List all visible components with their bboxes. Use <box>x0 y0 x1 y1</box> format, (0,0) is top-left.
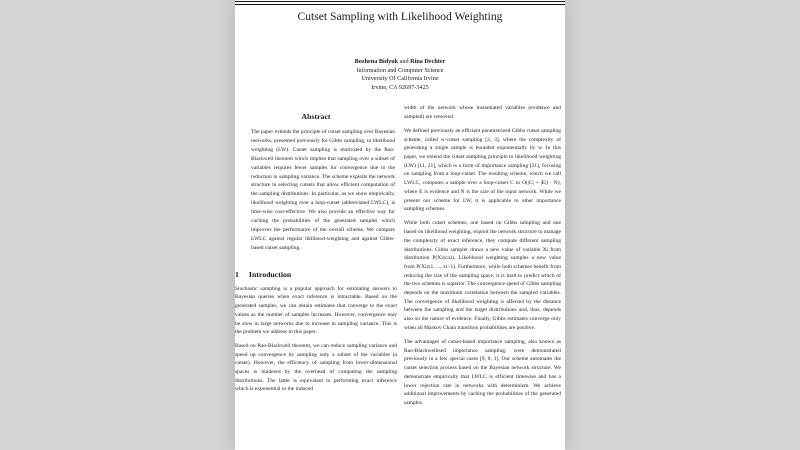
author-conjunction: and <box>399 58 409 65</box>
right-paragraph-2: We defined previously an efficient parametrized Gibbs cutset sampling scheme, called w-cutset sampling [2, 3], where the complexity of generating a single sample is bounded exponentially by w. In this paper, we extend the cutset sampling principle to likelihood weighting (LW) [11, 21], which is a form of importance sampling [21], focusing on sampling from a loop-cutset. The resulting scheme, which we call LWLC, computes a sample over a loop-cutset C in O(|C| + |E|) · N), where E is evidence and N is the size of the input network. While we present our scheme for LW, it is applicable to other importance sampling schemes. <box>404 127 561 213</box>
university: University Of California Irvine <box>361 75 439 83</box>
left-column <box>235 112 397 399</box>
paper-title: Cutset Sampling with Likelihood Weighting <box>297 10 503 23</box>
section-heading <box>235 270 397 279</box>
right-column <box>404 104 561 413</box>
top-rule-2 <box>235 4 565 5</box>
author-names <box>235 58 565 67</box>
author-2: Rina Dechter <box>410 58 446 65</box>
author-1: Bozhena Bidyuk <box>354 58 399 65</box>
paper-page <box>235 0 565 450</box>
abstract-text: The paper extends the principle of cutset sampling over Bayesian networks, presented previously for Gibbs sampling, to likelihood weighting (LW). Cutset sampling is motivated by the Rao-Blackwell theorem which implies that sampling over a subset of variables requires fewer samples for convergence due to the reduction in sampling variance. The scheme exploits the network structure in selecting cutsets that allow efficient computation of the sampling distributions. In particular, as we show empirically, likelihood weighting over a loop-cutset (abbreviated LWLC), is time-wise cost-effective. We also provide an effective way for caching the probabilities of the generated samples which improves the performance of the overall scheme. We compare LWLC against regular liklihood-weighting and against Gibbs-based cutset sampling. <box>251 129 395 251</box>
intro-paragraph-2: Based on Rao-Blackwell theorem, we can reduce sampling variance and speed up convergence by sampling only a subset of the variables (a cutset). However, the efficiency of sampling from lower-dimensional spaces is hindered by the overhead of computing the sampling distributions. The latter is equivalent to performing exact inference which is exponential in the induced <box>235 342 397 393</box>
section-number: 1 <box>235 269 239 279</box>
affiliation: Information and Computer Science <box>356 66 444 74</box>
right-paragraph-3: While both cutset schemes, one based on Gibbs sampling and one based on likelihood weighting, exploit the network structure to manage the complexity of exact inference, they compute different sampling distributions. Gibbs sampler draws a new value of variable Xi from distribution P(Xi|x\xi). Likelihood weighting samples a new value from P(Xi|x1, ..., xi−1). Furthermore, while both schemes benefit from reducing the size of the sampling space, it is hard to predict which of the two schemes is superior. The convergence speed of Gibbs sampling depends on the maximum correlation between the sampled variables. The convergence of likelihood weighting is affected by the distance between the sampling and the target distributions and, thus, depends also on the nature of evidence. Finally, Gibbs estimates converge only when all Markov Chain transition probabilities are positive. <box>404 220 561 331</box>
right-paragraph-1: width of the network whose instantiated variables (evidence and sampled) are removed. <box>404 105 561 120</box>
abstract-heading: Abstract <box>301 112 331 121</box>
author-block <box>235 58 565 92</box>
top-rule <box>235 1 565 2</box>
intro-paragraph-1: Stochastic sampling is a popular approach for estimating answers to Bayesian queries when exact inference is intractable. Based on the generated samples, we can obtain estimates that converge to the exact values as the number of samples increases. However, convergence may be slow in large networks due to increase in sampling variance. This is the problem we address in this paper. <box>235 285 397 336</box>
section-title: Introduction <box>248 269 292 279</box>
address: Irvine, CA 92697-3425 <box>371 83 429 91</box>
right-paragraph-4: The advantages of cutset-based importance sampling, also known as Rao-Blackwellised importance sampling, were demonstrated previously in a few special cases [9, 8, 1]. Our scheme automates the cutset selection process based on the Bayesian network structure. We demonstrate empirically that LWLC is efficient timewise and has a lower rejection rate in networks with determinism. We achieve additional improvements by caching the probabilities of the generated samples. <box>404 339 561 406</box>
